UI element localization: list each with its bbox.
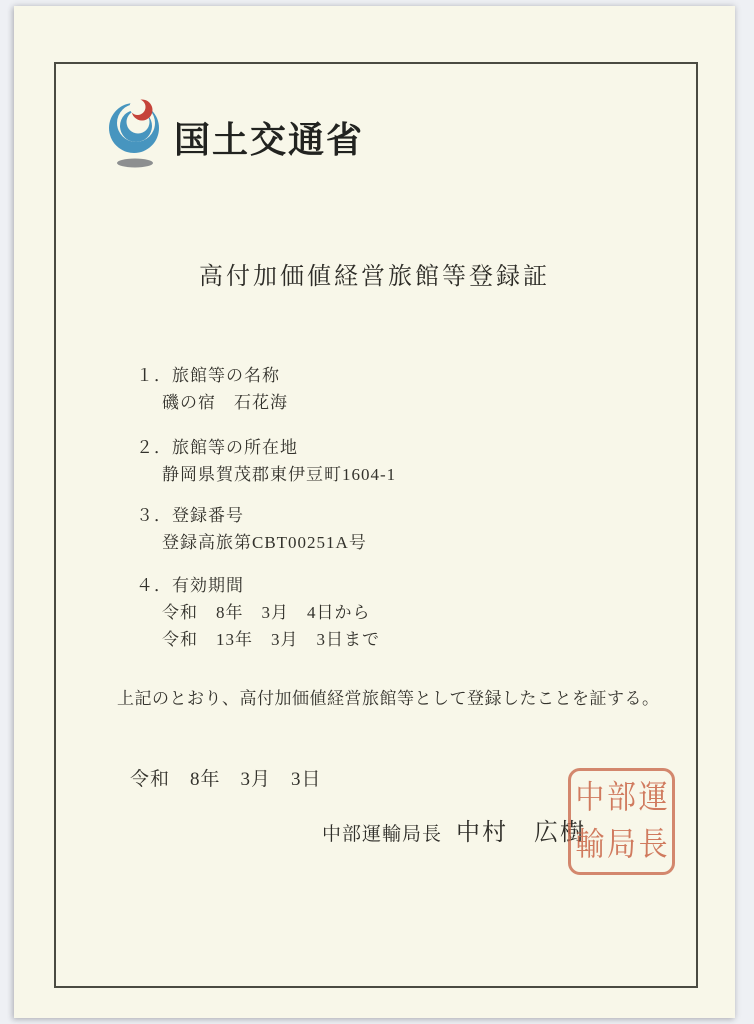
- official-seal-stamp: [568, 768, 675, 875]
- seal-character: 部: [606, 779, 636, 816]
- item-value: 静岡県賀茂郡東伊豆町1604-1: [162, 465, 397, 484]
- item-value-start: 令和 8年 3月 4日から: [162, 603, 371, 622]
- mlit-logo-icon: [106, 94, 164, 170]
- item-label-line: [136, 502, 367, 529]
- seal-character: 長: [638, 826, 668, 863]
- certificate-title: 高付加価値経営旅館等登録証: [199, 264, 550, 290]
- item-ryokan-address: [136, 434, 396, 488]
- item-registration-number: [136, 502, 367, 556]
- item-label: 旅館等の所在地: [172, 438, 298, 457]
- signature-line: [322, 812, 586, 847]
- item-value: 磯の宿 石花海: [162, 393, 288, 412]
- item-label: 登録番号: [172, 506, 244, 525]
- seal-character: 局: [606, 826, 636, 863]
- seal-character: 輸: [575, 826, 605, 863]
- item-number: ３．: [136, 506, 172, 525]
- item-label-line: [136, 434, 396, 461]
- item-validity-period: [136, 572, 380, 653]
- item-ryokan-name: [136, 362, 288, 416]
- certificate-paper: [14, 6, 735, 1018]
- item-number: ４．: [136, 576, 172, 595]
- item-label: 旅館等の名称: [172, 366, 280, 385]
- item-value: 登録高旅第CBT00251A号: [162, 533, 367, 552]
- certifying-statement: 上記のとおり、高付加価値経営旅館等として登録したことを証する。: [117, 689, 660, 708]
- ministry-name: 国土交通省: [174, 119, 365, 160]
- signer-name: 中村 広樹: [456, 820, 587, 846]
- issue-date: 令和 8年 3月 3日: [130, 769, 322, 790]
- item-number: ２．: [136, 438, 172, 457]
- item-number: １．: [136, 366, 172, 385]
- item-label-line: [136, 572, 380, 599]
- seal-character: 中: [575, 779, 605, 816]
- item-value-end: 令和 13年 3月 3日まで: [162, 630, 380, 649]
- signer-office-title: 中部運輸局長: [322, 824, 443, 845]
- seal-character: 運: [638, 779, 668, 816]
- item-label: 有効期間: [172, 576, 244, 595]
- item-label-line: [136, 362, 288, 389]
